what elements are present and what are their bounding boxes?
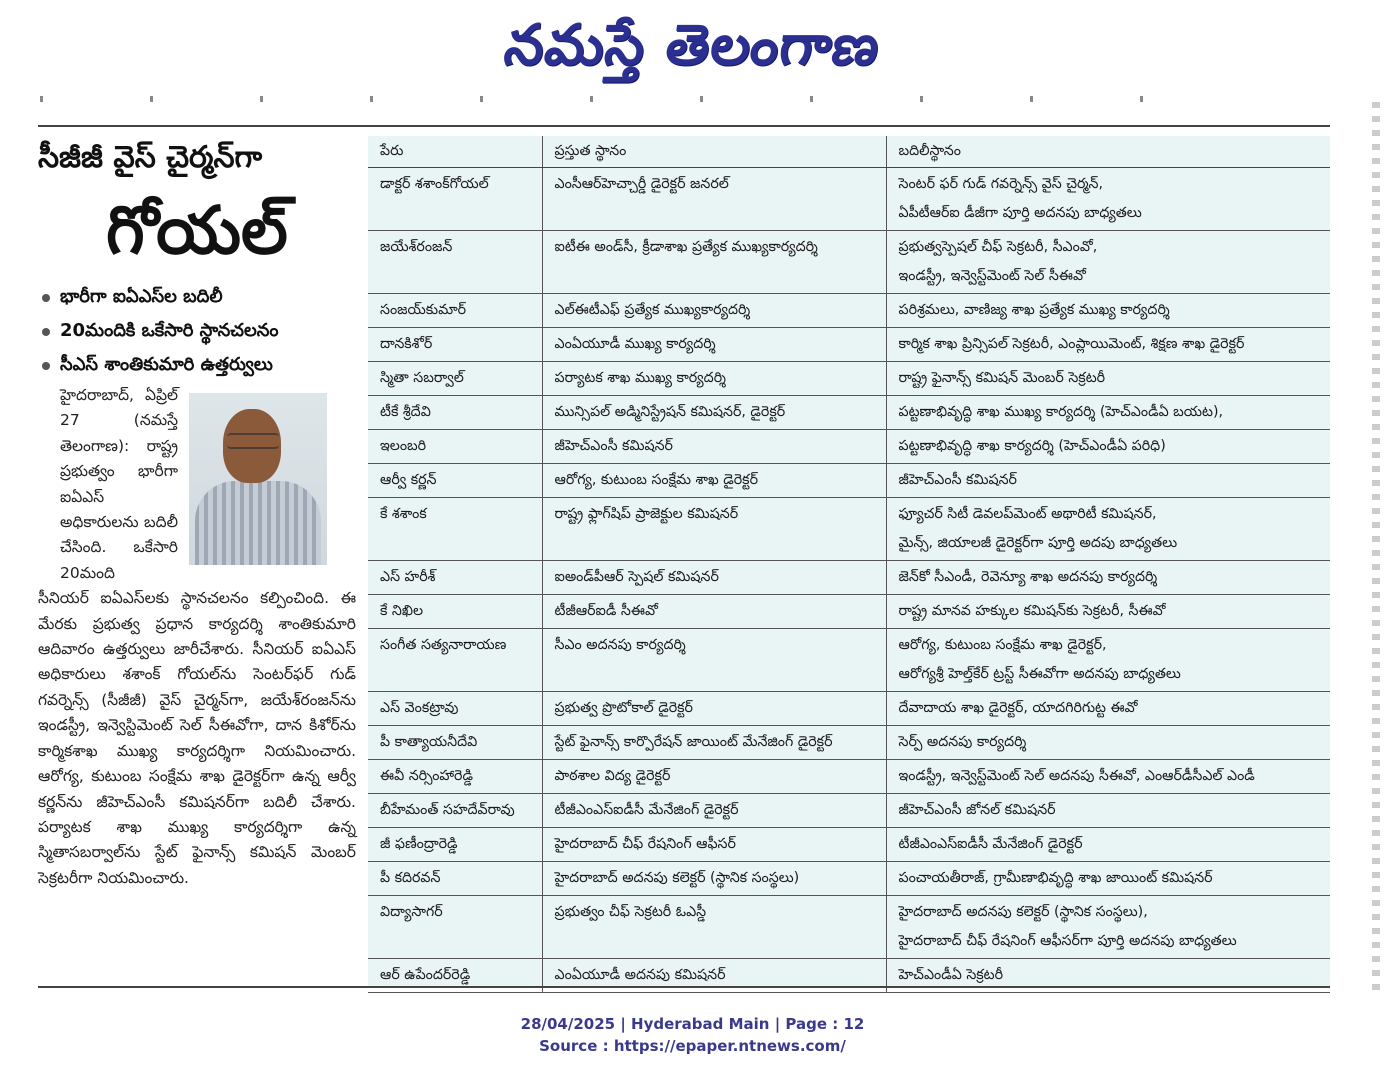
current-post-cell-line: ప్రభుత్వం చీఫ్ సెక్రటరీ ఓఎస్డీ xyxy=(554,904,707,920)
table-row xyxy=(368,862,1330,896)
current-post-cell-line: ఎంఏయూడీ ముఖ్య కార్యదర్శి xyxy=(554,336,716,352)
footer-source: Source : https://epaper.ntnews.com/ xyxy=(539,1037,846,1055)
officer-name-cell xyxy=(368,561,542,595)
page-footer xyxy=(0,1013,1385,1057)
table-row xyxy=(368,464,1330,498)
officer-name-cell xyxy=(368,862,542,896)
current-post-cell-line: ఎంఏయూడీ అదనపు కమిషనర్ xyxy=(554,967,726,983)
current-post-cell xyxy=(542,168,886,231)
new-post-cell xyxy=(886,862,1330,896)
new-post-cell-line: ఆరోగ్య, కుటుంబ సంక్షేమ శాఖ డైరెక్టర్, xyxy=(898,637,1107,653)
officer-name-cell xyxy=(368,828,542,862)
current-post-cell xyxy=(542,498,886,561)
officer-name-cell-line: ఈవీ నర్సింహారెడ్డి xyxy=(380,768,473,784)
new-post-cell-line: జీహెచ్‌ఎంసీ కమిషనర్ xyxy=(898,472,1017,488)
new-post-cell xyxy=(886,396,1330,430)
officer-name-cell-line: బీహేమంత్ సహదేవ్‌రావు xyxy=(380,802,515,818)
current-post-cell-line: ఆరోగ్య, కుటుంబ సంక్షేమ శాఖ డైరెక్టర్ xyxy=(554,472,758,488)
new-post-cell xyxy=(886,498,1330,561)
new-post-cell-line: పట్టణాభివృద్ధి శాఖ ముఖ్య కార్యదర్శి (హెచ్‌ఎండీఏ బయట), xyxy=(898,404,1224,420)
officer-name-cell-line: కే నిఖిల xyxy=(380,603,424,619)
table-body xyxy=(368,168,1330,993)
new-post-cell xyxy=(886,168,1330,231)
footer-edition: 28/04/2025 | Hyderabad Main | Page : 12 xyxy=(520,1015,865,1033)
headline-main: గోయల్ xyxy=(106,191,288,269)
new-post-cell xyxy=(886,896,1330,959)
officer-name-cell-line: ఎస్ హరీశ్ xyxy=(380,569,436,585)
officer-name-cell xyxy=(368,629,542,692)
new-post-cell xyxy=(886,362,1330,396)
new-post-cell xyxy=(886,561,1330,595)
article-lead: హైదరాబాద్, ఏప్రిల్ 27 (నమస్తే తెలంగాణ): రాష్ట్ర ప్రభుత్వం భారీగా ఐఏఎస్ అధికారులను బదిలీ చేసింది. ఒకేసారి 20మంది xyxy=(60,386,178,582)
current-post-cell-line: జీహెచ్‌ఎంసీ కమిషనర్ xyxy=(554,438,673,454)
current-post-cell xyxy=(542,629,886,692)
officer-name-cell-line: ఇలంబరి xyxy=(380,438,427,454)
current-post-cell xyxy=(542,231,886,294)
current-post-cell xyxy=(542,828,886,862)
officer-name-cell-line: సంజయ్‌కుమార్ xyxy=(380,302,467,318)
new-post-cell-line: టీజీఎంఎస్ఐడీసీ మేనేజింగ్ డైరెక్టర్ xyxy=(898,836,1083,852)
current-post-cell-line: టీజీఆర్‌ఐడీ సీఈవో xyxy=(554,603,658,619)
column-header-current-post: ప్రస్తుత స్థానం xyxy=(542,136,886,168)
table-row xyxy=(368,498,1330,561)
bullet-item: సీఎస్ శాంతికుమారి ఉత్తర్వులు xyxy=(38,350,356,384)
table-row xyxy=(368,794,1330,828)
officer-name-cell-line: జీ ఫణీంద్రారెడ్డి xyxy=(380,836,458,852)
bullet-item: భారీగా ఐఏఎస్‌ల బదిలీ xyxy=(38,282,356,316)
officer-name-cell-line: డాక్టర్ శశాంక్‌గోయల్ xyxy=(380,176,489,192)
current-post-cell xyxy=(542,328,886,362)
current-post-cell-line: హైదరాబాద్ అదనపు కలెక్టర్ (స్థానిక సంస్థలు) xyxy=(554,870,800,886)
new-post-cell-line: ఇండస్ట్రీ, ఇన్వెస్ట్‌మెంట్ సెల్ అదనపు సీఈవో, ఎంఆర్‌డీసీఎల్ ఎండీ xyxy=(898,768,1255,784)
current-post-cell xyxy=(542,692,886,726)
officer-name-cell xyxy=(368,760,542,794)
new-post-cell xyxy=(886,464,1330,498)
current-post-cell-line: ఎల్‌ఈటీఎఫ్ ప్రత్యేక ముఖ్యకార్యదర్శి xyxy=(554,302,751,318)
new-post-cell-line: హెచ్‌ఎండీఏ సెక్రటరీ xyxy=(898,967,1004,983)
new-post-cell-line: ఏపీటీఆర్ఐ డీజీగా పూర్తి అదనపు బాధ్యతలు xyxy=(898,205,1142,221)
new-post-cell xyxy=(886,726,1330,760)
article-continuation: సీనియర్ ఐఏఎస్‌లకు స్థానచలనం కల్పించింది. ఈ మేరకు ప్రభుత్వ ప్రధాన కార్యదర్శి శాంతికుమారి ఆదివారం ఉత్తర్వులు జారీచేశారు. సీనియర్ ఐఏఎస్ అధికారులు శశాంక్ గోయల్‌ను సెంటర్‌ఫర్ గుడ్ గవర్నెన్స్ (సీజీజీ) వైస్ చైర్మన్‌గా, జయేశ్‌రంజన్‌ను ఇండస్ట్రీ, ఇన్వెస్టిమెంట్ సెల్ సీఈవోగా, దాన కిశోర్‌ను కార్మికశాఖ ముఖ్య కార్యదర్శిగా నియమించారు. ఆరోగ్య, కుటుంబ సంక్షేమ శాఖ డైరెక్టర్‌గా ఉన్న ఆర్వీ కర్ణన్‌ను జీహెచ్‌ఎంసీ కమిషనర్‌గా బదిలీ చేశారు. పర్యాటక శాఖ ముఖ్య కార్యదర్శిగా ఉన్న స్మితాసబర్వాల్‌ను స్టేట్ ఫైనాన్స్ కమిషన్ మెంబర్ సెక్రటరీగా నియమించారు. xyxy=(38,589,356,887)
new-post-cell-line: జీహెచ్‌ఎంసీ జోనల్ కమిషనర్ xyxy=(898,802,1056,818)
new-post-cell-line: రాష్ట్ర మానవ హక్కుల కమిషన్‌కు సెక్రటరీ, సీఈవో xyxy=(898,603,1166,619)
clipped-text-strip xyxy=(40,96,1240,102)
masthead xyxy=(0,2,1385,88)
new-post-cell xyxy=(886,828,1330,862)
current-post-cell-line: సీఎం అదనపు కార్యదర్శి xyxy=(554,637,686,653)
table-row xyxy=(368,168,1330,231)
officer-name-cell xyxy=(368,896,542,959)
current-post-cell-line: స్టేట్ ఫైనాన్స్ కార్పొరేషన్ జాయింట్ మేనేజింగ్ డైరెక్టర్ xyxy=(554,734,833,750)
current-post-cell-line: మున్సిపల్ అడ్మినిస్ట్రేషన్ కమిషనర్, డైరెక్టర్ xyxy=(554,404,786,420)
current-post-cell-line: రాష్ట్ర ఫ్లాగ్‌షిప్ ప్రాజెక్టుల కమిషనర్ xyxy=(554,506,739,522)
table-header-row xyxy=(368,136,1330,168)
current-post-cell-line: ఐటీఈ అండ్‌సీ, క్రీడాశాఖ ప్రత్యేక ముఖ్యకార్యదర్శి xyxy=(554,239,818,255)
new-post-cell-line: హైదరాబాద్ చీఫ్ రేషనింగ్ ఆఫీసర్‌గా పూర్తి అదనపు బాధ్యతలు xyxy=(898,933,1237,949)
new-post-cell xyxy=(886,294,1330,328)
officer-name-cell-line: టీకే శ్రీదేవి xyxy=(380,404,431,420)
table-row xyxy=(368,595,1330,629)
new-post-cell-line: సెర్ప్ అదనపు కార్యదర్శి xyxy=(898,734,1027,750)
current-post-cell xyxy=(542,760,886,794)
new-post-cell-line: రాష్ట్ర ఫైనాన్స్ కమిషన్ మెంబర్ సెక్రటరీ xyxy=(898,370,1106,386)
officer-name-cell xyxy=(368,464,542,498)
current-post-cell xyxy=(542,464,886,498)
officer-name-cell-line: కే శశాంక xyxy=(380,506,427,522)
new-post-cell xyxy=(886,794,1330,828)
officer-name-cell-line: దానకిశోర్ xyxy=(380,336,433,352)
officer-name-cell xyxy=(368,692,542,726)
adjacent-column-edge xyxy=(1372,102,1380,998)
officer-name-cell-line: జయేశ్‌రంజన్ xyxy=(380,239,453,255)
table-row xyxy=(368,828,1330,862)
current-post-cell-line: హైదరాబాద్ చీఫ్ రేషనింగ్ ఆఫీసర్ xyxy=(554,836,736,852)
current-post-cell xyxy=(542,896,886,959)
officer-name-cell xyxy=(368,595,542,629)
article-body xyxy=(38,383,356,891)
current-post-cell xyxy=(542,430,886,464)
table-row xyxy=(368,896,1330,959)
current-post-cell xyxy=(542,726,886,760)
officer-name-cell xyxy=(368,430,542,464)
new-post-cell xyxy=(886,328,1330,362)
table-row xyxy=(368,362,1330,396)
officer-name-cell xyxy=(368,362,542,396)
transfers-table-panel xyxy=(368,136,1330,986)
current-post-cell xyxy=(542,862,886,896)
new-post-cell xyxy=(886,595,1330,629)
bottom-rule xyxy=(38,986,1330,988)
officer-name-cell xyxy=(368,231,542,294)
officer-name-cell-line: స్మితా సబర్వాల్ xyxy=(380,370,464,386)
new-post-cell-line: పంచాయతీరాజ్, గ్రామీణాభివృద్ధి శాఖ జాయింట్ కమిషనర్ xyxy=(898,870,1213,886)
new-post-cell-line: దేవాదాయ శాఖ డైరెక్టర్, యాదగిరిగుట్ట ఈవో xyxy=(898,700,1138,716)
officer-name-cell-line: ఎస్ వెంకట్రావు xyxy=(380,700,459,716)
current-post-cell-line: టీజీఎంఎస్ఐడీసీ మేనేజింగ్ డైరెక్టర్ xyxy=(554,802,739,818)
current-post-cell xyxy=(542,294,886,328)
table-row xyxy=(368,231,1330,294)
current-post-cell xyxy=(542,561,886,595)
current-post-cell xyxy=(542,595,886,629)
current-post-cell xyxy=(542,362,886,396)
new-post-cell-line: సెంటర్ ఫర్ గుడ్ గవర్నెన్స్ వైస్ చైర్మన్, xyxy=(898,176,1104,192)
new-post-cell xyxy=(886,231,1330,294)
new-post-cell-line: ప్రభుత్వస్పెషల్ చీఫ్ సెక్రటరీ, సీఎంవో, xyxy=(898,239,1098,255)
officer-name-cell xyxy=(368,168,542,231)
officer-name-cell xyxy=(368,726,542,760)
new-post-cell xyxy=(886,692,1330,726)
current-post-cell-line: పర్యాటక శాఖ ముఖ్య కార్యదర్శి xyxy=(554,370,726,386)
new-post-cell xyxy=(886,430,1330,464)
column-header-new-post: బదిలీస్థానం xyxy=(886,136,1330,168)
officer-name-cell xyxy=(368,294,542,328)
new-post-cell-line: ఆరోగ్యశ్రీ హెల్త్‌కేర్ ట్రస్ట్ సీఈవోగా అదనపు బాధ్యతలు xyxy=(898,666,1181,682)
officer-name-cell-line: ఆర్వీ కర్ణన్ xyxy=(380,472,437,488)
current-post-cell-line: పాఠశాల విద్య డైరెక్టర్ xyxy=(554,768,671,784)
new-post-cell-line: పట్టణాభివృద్ధి శాఖ కార్యదర్శి (హెచ్‌ఎండీఏ పరిధి) xyxy=(898,438,1166,454)
story-column xyxy=(38,130,356,980)
officer-name-cell xyxy=(368,328,542,362)
table-row xyxy=(368,328,1330,362)
officer-name-cell-line: ఆర్ ఉపేందర్‌రెడ్డి xyxy=(380,967,471,983)
officer-name-cell xyxy=(368,794,542,828)
table-row xyxy=(368,629,1330,692)
current-post-cell-line: ఐఅండ్‌పీఆర్ స్పెషల్ కమిషనర్ xyxy=(554,569,719,585)
transfers-table xyxy=(368,136,1330,993)
masthead-logo: నమస్తే తెలంగాణ xyxy=(500,12,885,78)
column-header-name: పేరు xyxy=(368,136,542,168)
new-post-cell-line: ఇండస్ట్రీ, ఇన్వెస్ట్‌మెంట్ సెల్ సీఈవో xyxy=(898,268,1086,284)
current-post-cell-line: ప్రభుత్వ ప్రొటోకాల్ డైరెక్టర్ xyxy=(554,700,693,716)
top-rule xyxy=(38,125,1330,127)
officer-name-cell xyxy=(368,396,542,430)
new-post-cell-line: కార్మిక శాఖ ప్రిన్సిపల్ సెక్రటరీ, ఎంప్లాయిమెంట్, శిక్షణ శాఖ డైరెక్టర్ xyxy=(898,336,1245,352)
table-row xyxy=(368,561,1330,595)
new-post-cell-line: జెన్‌కో సీఎండీ, రెవెన్యూ శాఖ అదనపు కార్యదర్శి xyxy=(898,569,1158,585)
current-post-cell-line: ఎంసీఆర్‌హెచ్చార్డీ డైరెక్టర్ జనరల్ xyxy=(554,176,729,192)
table-row xyxy=(368,430,1330,464)
new-post-cell-line: ఫ్యూచర్ సిటీ డెవలప్‌మెంట్ అథారిటీ కమిషనర్, xyxy=(898,506,1157,522)
officer-name-cell xyxy=(368,498,542,561)
new-post-cell xyxy=(886,629,1330,692)
officer-name-cell-line: పీ కాత్యాయనీదేవి xyxy=(380,734,478,750)
officer-name-cell-line: సంగీత సత్యనారాయణ xyxy=(380,637,507,653)
new-post-cell-line: పరిశ్రమలు, వాణిజ్య శాఖ ప్రత్యేక ముఖ్య కార్యదర్శి xyxy=(898,302,1170,318)
table-row xyxy=(368,396,1330,430)
current-post-cell xyxy=(542,794,886,828)
table-row xyxy=(368,692,1330,726)
bullet-item: 20మందికి ఒకేసారి స్థానచలనం xyxy=(38,316,356,350)
officer-name-cell-line: పీ కదిరవన్ xyxy=(380,870,441,886)
bullet-list xyxy=(38,282,356,384)
table-row xyxy=(368,294,1330,328)
current-post-cell xyxy=(542,396,886,430)
new-post-cell-line: మైన్స్, జియాలజీ డైరెక్టర్‌గా పూర్తి అదపు బాధ్యతలు xyxy=(898,535,1178,551)
headline-kicker: సీజీజీ వైస్ చైర్మన్‌గా xyxy=(38,140,263,175)
table-row xyxy=(368,760,1330,794)
new-post-cell-line: హైదరాబాద్ అదనపు కలెక్టర్ (స్థానిక సంస్థలు), xyxy=(898,904,1148,920)
new-post-cell xyxy=(886,760,1330,794)
table-row xyxy=(368,726,1330,760)
officer-name-cell-line: విద్యాసాగర్ xyxy=(380,904,443,920)
